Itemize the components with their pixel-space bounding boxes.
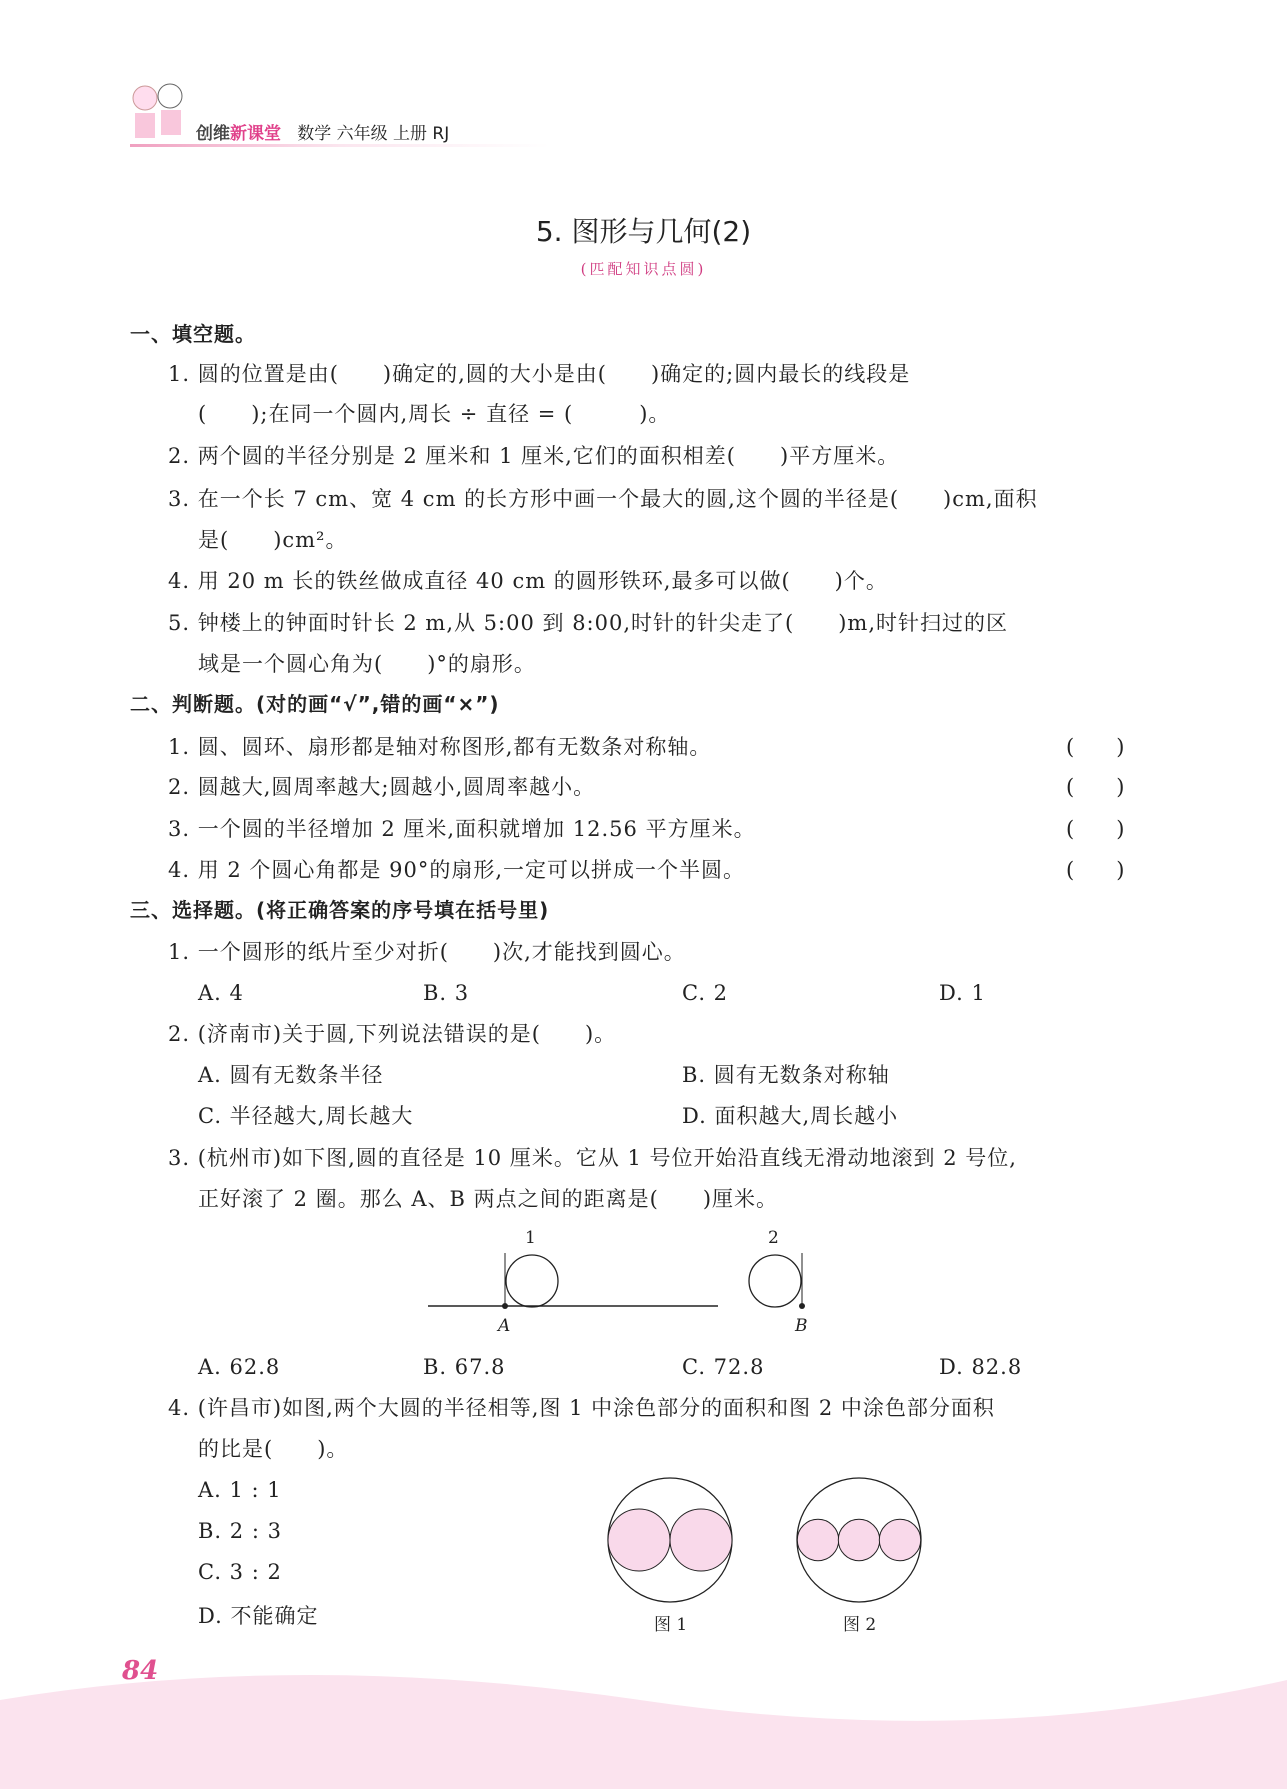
question-line: 2. 圆越大,圆周率越大;圆越小,圆周率越小。 — [168, 775, 596, 799]
answer-blank[interactable]: ( ) — [1066, 775, 1125, 799]
question-line: 1. 一个圆形的纸片至少对折( )次,才能找到圆心。 — [168, 940, 686, 964]
question-line: 1. 圆、圆环、扇形都是轴对称图形,都有无数条对称轴。 — [168, 735, 712, 759]
question-line: 3. (杭州市)如下图,圆的直径是 10 厘米。它从 1 号位开始沿直线无滑动地滚到 2 号位, — [168, 1146, 1017, 1170]
page-number: 84 — [122, 1656, 159, 1686]
option: A. 1 : 1 — [198, 1478, 282, 1502]
brand-name-accent: 新课堂 — [230, 124, 281, 144]
footer-wave — [0, 1675, 1287, 1789]
option: D. 面积越大,周长越小 — [682, 1104, 899, 1128]
option: D. 不能确定 — [198, 1604, 319, 1628]
question-line: 1. 圆的位置是由( )确定的,圆的大小是由( )确定的;圆内最长的线段是 — [168, 362, 911, 386]
answer-blank[interactable]: ( ) — [1066, 817, 1125, 841]
section-heading: 二、判断题。(对的画“√”,错的画“×”) — [130, 692, 500, 716]
question-line: 3. 在一个长 7 cm、宽 4 cm 的长方形中画一个最大的圆,这个圆的半径是( )cm,面积 — [168, 487, 1038, 511]
question-line: 4. 用 20 m 长的铁丝做成直径 40 cm 的圆形铁环,最多可以做( )个。 — [168, 569, 888, 593]
question-line: 是( )cm²。 — [198, 528, 348, 552]
option: C. 72.8 — [682, 1355, 765, 1379]
option: A. 4 — [198, 981, 244, 1005]
figure-2 — [797, 1478, 921, 1602]
position-label: 1 — [525, 1228, 536, 1248]
option: C. 2 — [682, 981, 729, 1005]
answer-blank[interactable]: ( ) — [1066, 858, 1125, 882]
point-b — [799, 1303, 805, 1309]
point-label: B — [795, 1316, 808, 1336]
figure-caption: 图 1 — [654, 1615, 688, 1635]
option: C. 半径越大,周长越大 — [198, 1104, 414, 1128]
question-line: 3. 一个圆的半径增加 2 厘米,面积就增加 12.56 平方厘米。 — [168, 817, 756, 841]
position-label: 2 — [768, 1228, 779, 1248]
option: C. 3 : 2 — [198, 1560, 282, 1584]
option: B. 67.8 — [423, 1355, 506, 1379]
figure-1 — [608, 1478, 732, 1602]
page-title: 5. 图形与几何(2) — [535, 215, 752, 248]
question-line: ( );在同一个圆内,周长 ÷ 直径 = ( )。 — [198, 402, 671, 426]
option: B. 2 : 3 — [198, 1519, 282, 1543]
question-line: 5. 钟楼上的钟面时针长 2 m,从 5:00 到 8:00,时针的针尖走了( )m,时针扫过的区 — [168, 611, 1008, 635]
option: B. 3 — [423, 981, 470, 1005]
option: B. 圆有无数条对称轴 — [682, 1063, 890, 1087]
question-line: 2. (济南市)关于圆,下列说法错误的是( )。 — [168, 1022, 617, 1046]
page-subtitle: (匹配知识点圆) — [580, 260, 707, 278]
question-line: 域是一个圆心角为( )°的扇形。 — [198, 652, 536, 676]
circle-position-2 — [749, 1255, 801, 1307]
option: A. 圆有无数条半径 — [198, 1063, 384, 1087]
question-line: 4. 用 2 个圆心角都是 90°的扇形,一定可以拼成一个半圆。 — [168, 858, 745, 882]
book-subject: 数学 六年级 上册 RJ — [297, 124, 450, 144]
question-line: 4. (许昌市)如图,两个大圆的半径相等,图 1 中涂色部分的面积和图 2 中涂色部分面积 — [168, 1396, 995, 1420]
circle-position-1 — [506, 1255, 558, 1307]
point-a — [502, 1303, 508, 1309]
answer-blank[interactable]: ( ) — [1066, 735, 1125, 759]
option: D. 1 — [939, 981, 986, 1005]
section-heading: 一、填空题。 — [130, 322, 256, 346]
question-line: 正好滚了 2 圈。那么 A、B 两点之间的距离是( )厘米。 — [198, 1187, 779, 1211]
figure-caption: 图 2 — [843, 1615, 877, 1635]
question-line: 的比是( )。 — [198, 1437, 349, 1461]
question-line: 2. 两个圆的半径分别是 2 厘米和 1 厘米,它们的面积相差( )平方厘米。 — [168, 444, 900, 468]
brand-name: 创维 — [196, 124, 230, 144]
rolling-circle-figure — [428, 1253, 805, 1309]
section-heading: 三、选择题。(将正确答案的序号填在括号里) — [130, 898, 550, 922]
option: D. 82.8 — [939, 1355, 1023, 1379]
point-label: A — [498, 1316, 511, 1336]
option: A. 62.8 — [198, 1355, 281, 1379]
